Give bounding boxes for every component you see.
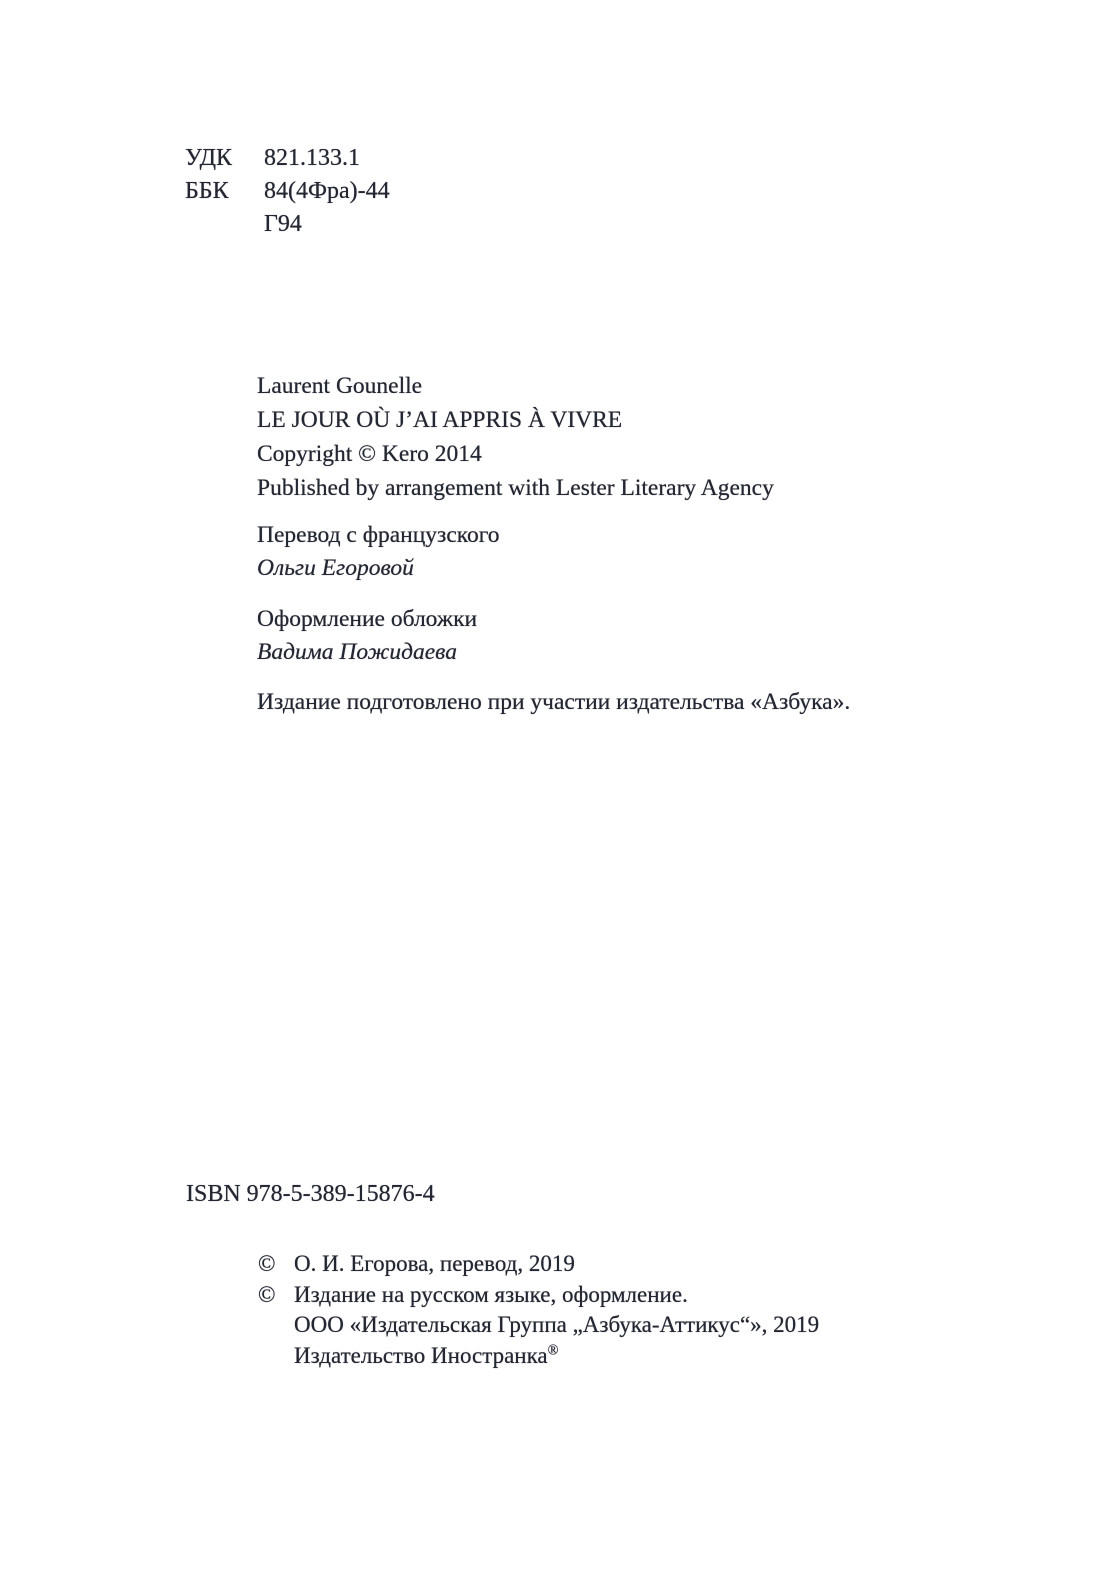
classification-block xyxy=(185,142,390,241)
original-copyright: Copyright © Kero 2014 xyxy=(257,441,482,467)
author-sign-value: Г94 xyxy=(264,211,302,237)
author-sign-label xyxy=(185,208,264,241)
udk-label: УДК xyxy=(185,145,232,171)
copyright-symbol: © xyxy=(258,1281,276,1307)
bbk-label: ББК xyxy=(185,178,229,204)
cover-design-block xyxy=(257,603,477,669)
bbk-row xyxy=(185,175,390,208)
bbk-value: 84(4Фра)-44 xyxy=(264,178,390,204)
copyright-imprint xyxy=(258,1341,819,1372)
udk-value: 821.133.1 xyxy=(264,145,360,171)
cover-designer-name: Вадима Пожидаева xyxy=(257,639,457,665)
udk-row xyxy=(185,142,390,175)
copyright-symbol: © xyxy=(258,1251,276,1276)
author-sign-row xyxy=(185,208,390,241)
translator-name: Ольги Егоровой xyxy=(257,555,414,581)
original-title: LE JOUR OÙ J’AI APPRIS À VIVRE xyxy=(257,407,623,433)
copyright-edition-text: Издание на русском языке, оформление. xyxy=(294,1281,688,1307)
original-published: Published by arrangement with Lester Literary Agency xyxy=(257,475,774,501)
translation-heading: Перевод с французского xyxy=(257,522,500,548)
imprint-name: Издательство Иностранка xyxy=(294,1342,548,1368)
copyright-publisher-group: ООО «Издательская Группа „Азбука-Аттикус“», 2019 xyxy=(294,1312,820,1337)
original-author: Laurent Gounelle xyxy=(257,373,423,399)
cover-design-heading: Оформление обложки xyxy=(257,606,478,632)
participation-note: Издание подготовлено при участии издательства «Азбука». xyxy=(257,689,851,715)
original-edition-block xyxy=(257,369,774,505)
registered-trademark-mark: ® xyxy=(547,1341,559,1358)
copyright-item-edition xyxy=(258,1280,819,1311)
copyright-translation-text: О. И. Егорова, перевод, 2019 xyxy=(294,1251,575,1276)
isbn-line: ISBN 978-5-389-15876-4 xyxy=(186,1181,435,1207)
translation-credit-block xyxy=(257,519,500,585)
copyright-block xyxy=(258,1249,819,1371)
copyright-item-translation xyxy=(258,1249,819,1280)
